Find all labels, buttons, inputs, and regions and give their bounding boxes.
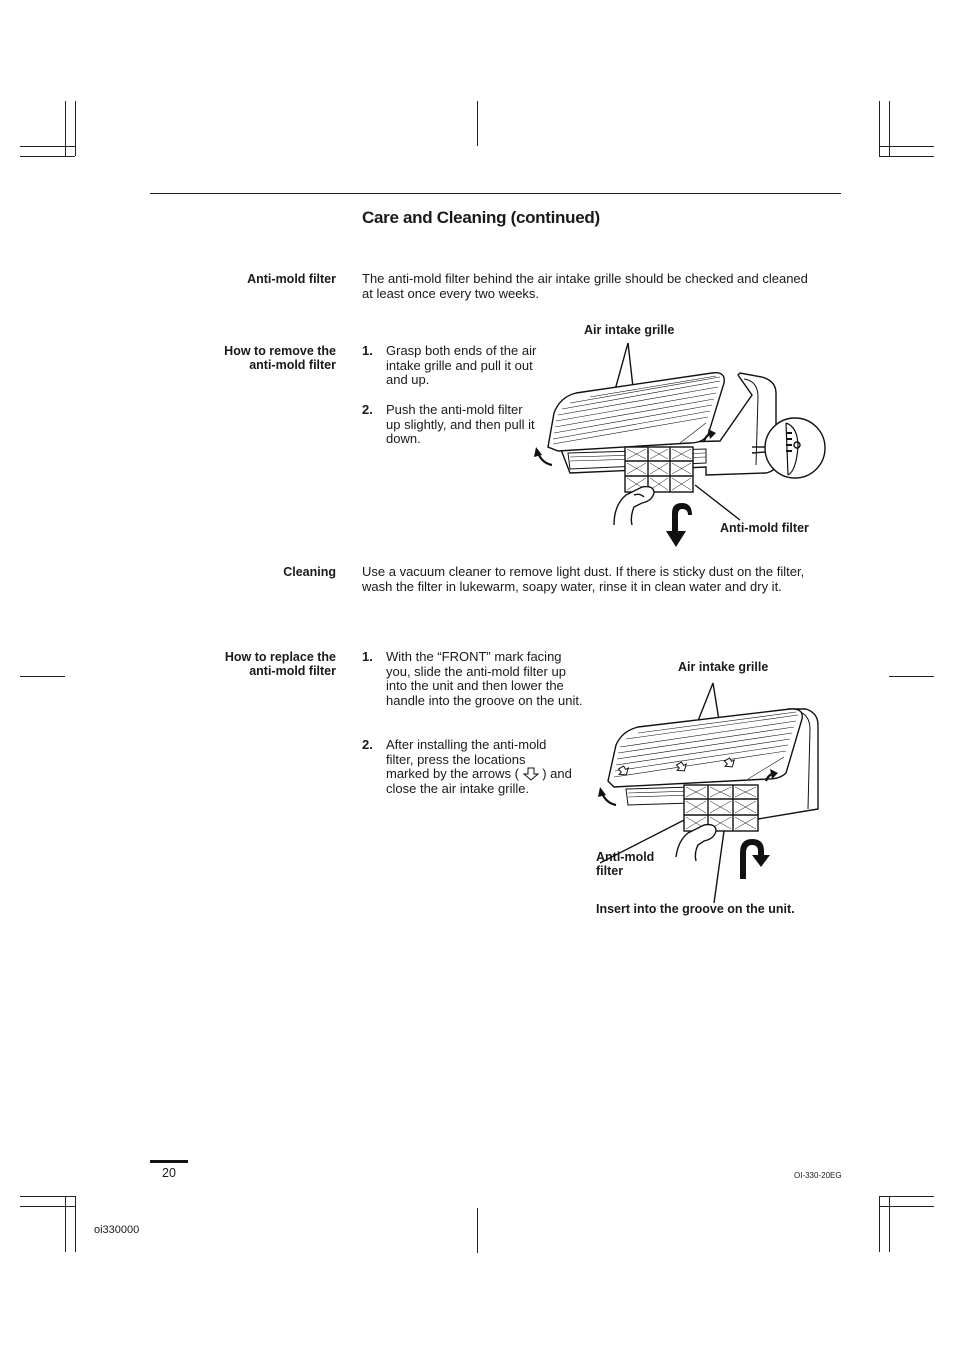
figure2-illustration	[598, 675, 828, 895]
file-code: oi330000	[94, 1224, 140, 1236]
anti-mold-heading: Anti-mold filter	[247, 272, 336, 286]
remove-heading-line2: anti-mold filter	[249, 358, 336, 372]
page-title: Care and Cleaning (continued)	[362, 208, 600, 227]
anti-mold-text: The anti-mold filter behind the air intake grille should be checked and cleaned at least once every two weeks.	[362, 271, 808, 301]
step-text-before: After installing the anti-mold filter, press the locations marked by the arrows (	[386, 737, 547, 782]
figure2-groove-label: Insert into the groove on the unit.	[596, 902, 795, 916]
header-rule	[150, 193, 841, 194]
page-number-rule	[150, 1160, 188, 1163]
press-arrow-icon	[523, 767, 539, 781]
remove-heading	[224, 344, 336, 372]
remove-heading-line1: How to remove the	[224, 344, 336, 358]
step-number: 1.	[362, 343, 373, 358]
step-text-after: ) and close the air intake grille.	[386, 766, 572, 796]
step-text: With the “FRONT” mark facing you, slide the anti-mold filter up into the unit and then lower the handle into the groove on the unit.	[386, 649, 583, 708]
doc-code: OI-330-20EG	[794, 1171, 842, 1180]
step-text: Grasp both ends of the air intake grille and pull it out and up.	[386, 343, 537, 388]
cleaning-text: Use a vacuum cleaner to remove light dust. If there is sticky dust on the filter, wash the filter in lukewarm, soapy water, rinse it in clean water and dry it.	[362, 564, 805, 594]
cleaning-heading: Cleaning	[283, 565, 336, 579]
figure2-filter-label-line1: Anti-mold	[596, 850, 655, 864]
figure2-grille-label: Air intake grille	[678, 660, 769, 674]
step-number: 2.	[362, 737, 373, 752]
step-text	[386, 738, 572, 796]
figure2-filter-label-line2: filter	[596, 864, 624, 878]
replace-heading	[225, 650, 336, 678]
figure1-illustration	[530, 335, 830, 555]
step-text: Push the anti-mold filter up slightly, and then pull it down.	[386, 402, 535, 447]
replace-heading-line1: How to replace the	[224, 650, 336, 664]
step-number: 1.	[362, 649, 373, 664]
figure1-filter-label: Anti-mold filter	[720, 521, 809, 535]
replace-heading-line2: anti-mold filter	[249, 664, 336, 678]
figure1-grille-label: Air intake grille	[584, 323, 675, 337]
page-number: 20	[162, 1166, 176, 1180]
step-number: 2.	[362, 402, 373, 417]
